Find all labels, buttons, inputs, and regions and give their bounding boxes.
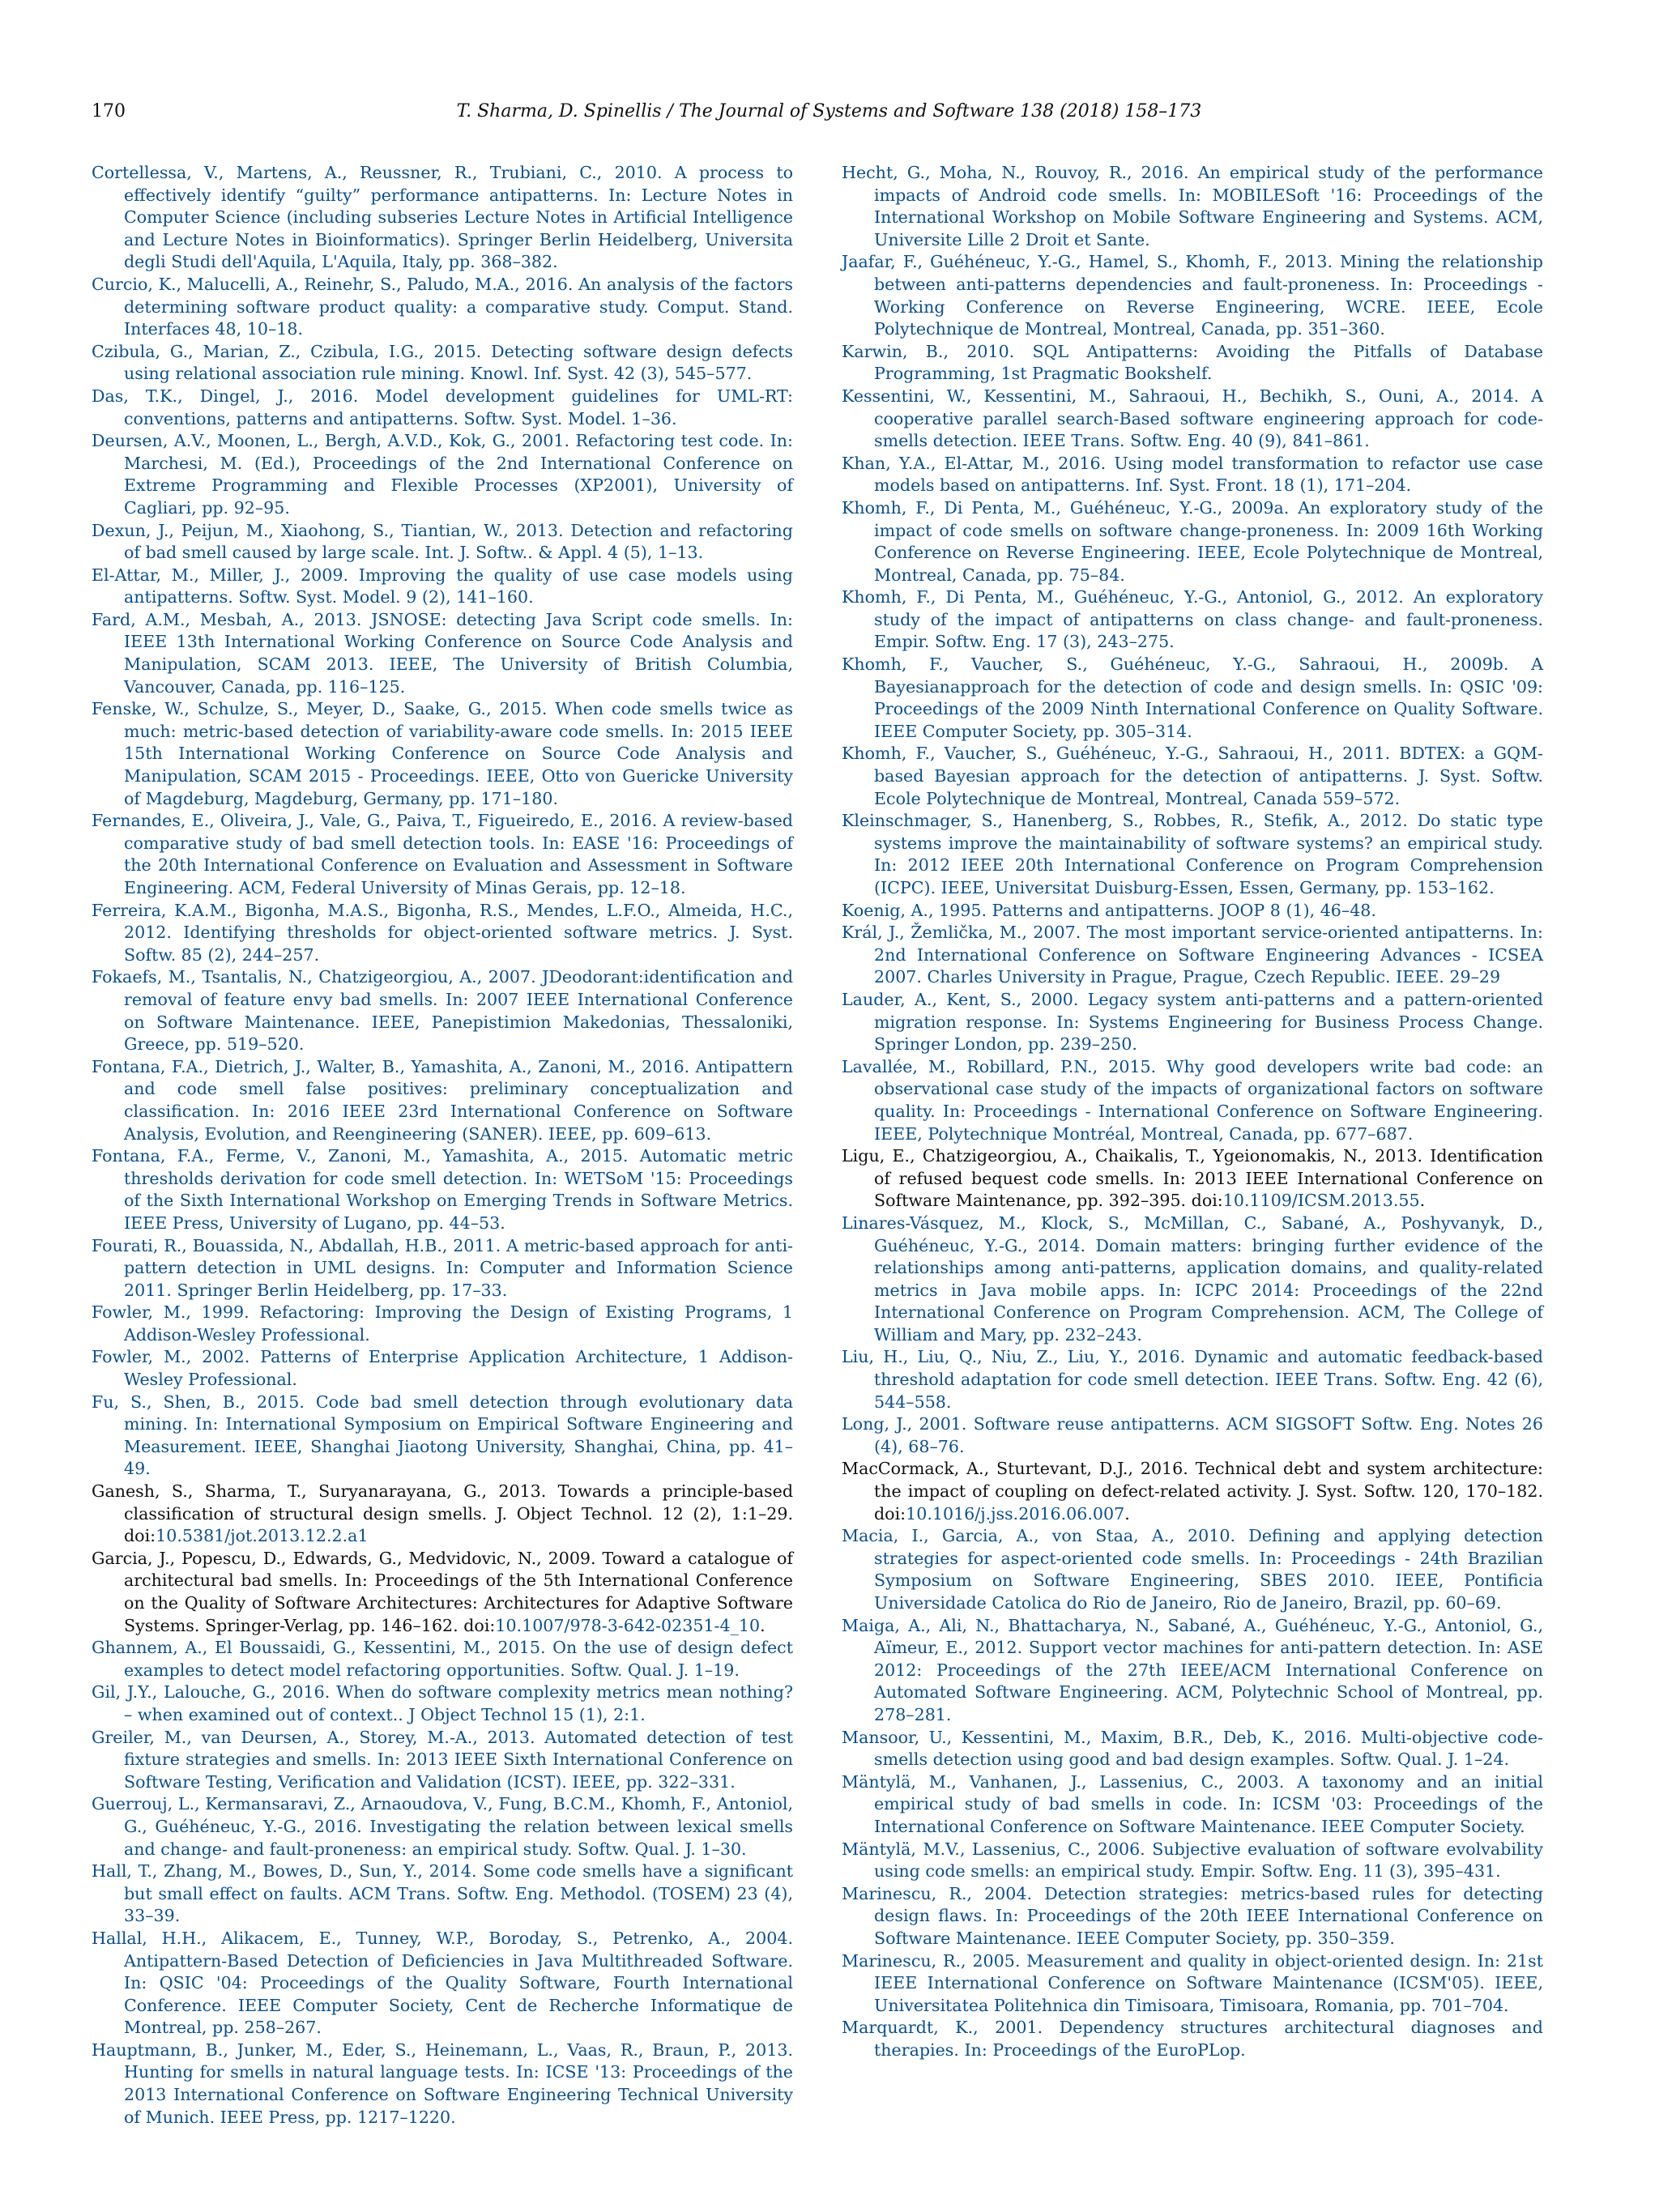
reference-entry[interactable]	[92, 1681, 793, 1726]
reference-text: Mäntylä, M.V., Lassenius, C., 2006. Subjective evaluation of software evolvability using code smells: an empirical study. Empir. Softw. Eng. 11 (3), 395–431.	[842, 1839, 1543, 1882]
reference-entry[interactable]	[842, 341, 1543, 386]
reference-entry[interactable]	[92, 565, 793, 609]
reference-text: Fowler, M., 2002. Patterns of Enterprise Application Architecture, 1 Addison-Wesley Professional.	[92, 1347, 793, 1390]
reference-text: Král, J., Žemlička, M., 2007. The most important service-oriented antipatterns. In: 2nd International Conference on Software Engineering Advances - ICSEA 2007. Charles University in Prague, Prague, Czech Republic. IEEE. 29–29	[842, 923, 1543, 987]
reference-text: Marinescu, R., 2004. Detection strategies: metrics-based rules for detecting design flaws. In: Proceedings of the 20th IEEE International Conference on Software Maintenance. IEEE Computer Society, pp. 350–359.	[842, 1883, 1543, 1948]
reference-text: Greiler, M., van Deursen, A., Storey, M.-A., 2013. Automated detection of test fixture strategies and smells. In: 2013 IEEE Sixth International Conference on Software Testing, Verification and Validation (ICST). IEEE, pp. 322–331.	[92, 1727, 793, 1792]
reference-tail: .	[760, 1615, 766, 1635]
reference-text: Fu, S., Shen, B., 2015. Code bad smell detection through evolutionary data mining. In: International Symposium on Empirical Software Engineering and Measurement. IEEE, Shanghai Jiaotong University, Shanghai, China, pp. 41–49.	[92, 1392, 793, 1479]
reference-text: Hall, T., Zhang, M., Bowes, D., Sun, Y., 2014. Some code smells have a significant but small effect on faults. ACM Trans. Softw. Eng. Methodol. (TOSEM) 23 (4), 33–39.	[92, 1861, 793, 1926]
reference-entry[interactable]	[92, 1637, 793, 1681]
reference-text: Kleinschmager, S., Hanenberg, S., Robbes, R., Stefik, A., 2012. Do static type systems improve the maintainability of software systems? an empirical study. In: 2012 IEEE 20th International Conference on Program Comprehension (ICPC). IEEE, Universitat Duisburg-Essen, Essen, Germany, pp. 153–162.	[842, 811, 1543, 897]
reference-entry[interactable]	[92, 2039, 793, 2129]
reference-entry[interactable]	[92, 341, 793, 386]
reference-text: Hallal, H.H., Alikacem, E., Tunney, W.P., Boroday, S., Petrenko, A., 2004. Antipattern-Based Detection of Deficiencies in Java Multithreaded Software. In: QSIC '04: Proceedings of the Quality Software, Fourth International Conference. IEEE Computer Society, Cent de Recherche Informatique de Montreal, pp. 258–267.	[92, 1928, 793, 2038]
reference-text: Das, T.K., Dingel, J., 2016. Model development guidelines for UML-RT: conventions, patterns and antipatterns. Softw. Syst. Model. 1–36.	[92, 386, 793, 428]
reference-text: Khan, Y.A., El-Attar, M., 2016. Using model transformation to refactor use case models based on antipatterns. Inf. Syst. Front. 18 (1), 171–204.	[842, 453, 1543, 496]
reference-entry[interactable]	[842, 2017, 1543, 2061]
reference-entry[interactable]	[92, 1793, 793, 1860]
reference-entry	[92, 1548, 793, 1637]
reference-text: Fontana, F.A., Dietrich, J., Walter, B., Yamashita, A., Zanoni, M., 2016. Antipattern and code smell false positives: preliminary conceptualization and classification. In: 2016 IEEE 23rd International Conference on Software Analysis, Evolution, and Reengineering (SANER). IEEE, pp. 609–613.	[92, 1056, 793, 1144]
reference-entry[interactable]	[842, 251, 1543, 340]
reference-entry[interactable]	[842, 1839, 1543, 1883]
reference-tail: .	[1124, 1503, 1130, 1524]
reference-entry[interactable]	[842, 1525, 1543, 1614]
reference-text: Gil, J.Y., Lalouche, G., 2016. When do software complexity metrics mean nothing? – when examined out of context.. J Object Technol 15 (1), 2:1.	[92, 1682, 793, 1724]
reference-text: Curcio, K., Malucelli, A., Reinehr, S., Paludo, M.A., 2016. An analysis of the factors determining software product quality: a comparative study. Comput. Stand. Interfaces 48, 10–18.	[92, 274, 793, 339]
reference-text: Kessentini, W., Kessentini, M., Sahraoui, H., Bechikh, S., Ouni, A., 2014. A cooperative parallel search-Based software engineering approach for code-smells detection. IEEE Trans. Softw. Eng. 40 (9), 841–861.	[842, 386, 1543, 451]
reference-entry[interactable]	[92, 1860, 793, 1928]
reference-entry[interactable]	[842, 1413, 1543, 1458]
reference-entry[interactable]	[92, 1346, 793, 1391]
reference-text: Dexun, J., Peijun, M., Xiaohong, S., Tiantian, W., 2013. Detection and refactoring of bad smell caused by large scale. Int. J. Softw.. & Appl. 4 (5), 1–13.	[92, 520, 793, 563]
reference-entry[interactable]	[92, 1235, 793, 1302]
reference-text: Lauder, A., Kent, S., 2000. Legacy system anti-patterns and a pattern-oriented migration response. In: Systems Engineering for Business Process Change. Springer London, pp. 239–250.	[842, 989, 1543, 1055]
reference-entry[interactable]	[842, 1771, 1543, 1839]
reference-entry	[842, 1145, 1543, 1213]
reference-entry	[842, 1458, 1543, 1525]
reference-text: Macia, I., Garcia, A., von Staa, A., 2010. Defining and applying detection strategies for aspect-oriented code smells. In: Proceedings - 24th Brazilian Symposium on Software Engineering, SBES 2010. IEEE, Pontificia Universidade Catolica do Rio de Janeiro, Rio de Janeiro, Brazil, pp. 60–69.	[842, 1526, 1543, 1613]
reference-entry[interactable]	[92, 162, 793, 274]
doi-link[interactable]: 10.1007/978-3-642-02351-4_10	[495, 1615, 761, 1635]
doi-link[interactable]: 10.1016/j.jss.2016.06.007	[906, 1503, 1125, 1524]
reference-entry	[92, 1481, 793, 1548]
reference-entry[interactable]	[842, 743, 1543, 810]
reference-entry[interactable]	[92, 609, 793, 698]
reference-entry[interactable]	[92, 810, 793, 899]
references-right-column	[842, 162, 1543, 2061]
reference-entry[interactable]	[842, 922, 1543, 989]
page-number: 170	[92, 101, 126, 121]
reference-entry[interactable]	[842, 1346, 1543, 1413]
reference-text: Long, J., 2001. Software reuse antipatterns. ACM SIGSOFT Softw. Eng. Notes 26 (4), 68–76.	[842, 1414, 1543, 1456]
reference-entry[interactable]	[92, 386, 793, 430]
reference-text: Garcia, J., Popescu, D., Edwards, G., Medvidovic, N., 2009. Toward a catalogue of architectural bad smells. In: Proceedings of the 5th International Conference on the Quality of Software Architectures: Architectures for Adaptive Software Systems. Springer-Verlag, pp. 146–162. doi:	[92, 1548, 793, 1635]
reference-text: Deursen, A.V., Moonen, L., Bergh, A.V.D., Kok, G., 2001. Refactoring test code. In: Marchesi, M. (Ed.), Proceedings of the 2nd International Conference on Extreme Programming and Flexible Processes (XP2001), University of Cagliari, pp. 92–95.	[92, 431, 793, 518]
reference-entry[interactable]	[92, 430, 793, 519]
reference-text: Fowler, M., 1999. Refactoring: Improving the Design of Existing Programs, 1 Addison-Wesley Professional.	[92, 1302, 793, 1345]
reference-entry[interactable]	[842, 1213, 1543, 1347]
reference-text: Fenske, W., Schulze, S., Meyer, D., Saake, G., 2015. When code smells twice as much: metric-based detection of variability-aware code smells. In: 2015 IEEE 15th International Working Conference on Source Code Analysis and Manipulation, SCAM 2015 - Proceedings. IEEE, Otto von Guericke University of Magdeburg, Magdeburg, Germany, pp. 171–180.	[92, 699, 793, 808]
reference-text: Hecht, G., Moha, N., Rouvoy, R., 2016. An empirical study of the performance impacts of Android code smells. In: MOBILESoft '16: Proceedings of the International Workshop on Mobile Software Engineering and Systems. ACM, Universite Lille 2 Droit et Sante.	[842, 163, 1543, 249]
reference-text: Fard, A.M., Mesbah, A., 2013. JSNOSE: detecting Java Script code smells. In: IEEE 13th International Working Conference on Source Code Analysis and Manipulation, SCAM 2013. IEEE, The University of British Columbia, Vancouver, Canada, pp. 116–125.	[92, 609, 793, 697]
reference-text: Koenig, A., 1995. Patterns and antipatterns. JOOP 8 (1), 46–48.	[842, 900, 1376, 920]
reference-text: Jaafar, F., Guéhéneuc, Y.-G., Hamel, S., Khomh, F., 2013. Mining the relationship between anti-patterns dependencies and fault-proneness. In: Proceedings - Working Conference on Reverse Engineering, WCRE. IEEE, Ecole Polytechnique de Montreal, Montreal, Canada, pp. 351–360.	[842, 252, 1543, 339]
reference-text: Cortellessa, V., Martens, A., Reussner, R., Trubiani, C., 2010. A process to effectively identify “guilty” performance antipatterns. In: Lecture Notes in Computer Science (including subseries Lecture Notes in Artificial Intelligence and Lecture Notes in Bioinformatics). Springer Berlin Heidelberg, Universita degli Studi dell'Aquila, L'Aquila, Italy, pp. 368–382.	[92, 163, 793, 272]
reference-entry[interactable]	[842, 989, 1543, 1056]
reference-text: Marquardt, K., 2001. Dependency structures architectural diagnoses and therapies. In: Proceedings of the EuroPLop.	[842, 2018, 1543, 2060]
reference-text: Fontana, F.A., Ferme, V., Zanoni, M., Yamashita, A., 2015. Automatic metric thresholds derivation for code smell detection. In: WETSoM '15: Proceedings of the Sixth International Workshop on Emerging Trends in Software Metrics. IEEE Press, University of Lugano, pp. 44–53.	[92, 1146, 793, 1233]
reference-entry[interactable]	[92, 1302, 793, 1346]
reference-text: Khomh, F., Vaucher, S., Guéhéneuc, Y.-G., Sahraoui, H., 2011. BDTEX: a GQM-based Bayesian approach for the detection of antipatterns. J. Syst. Softw. Ecole Polytechnique de Montreal, Montreal, Canada 559–572.	[842, 744, 1543, 808]
reference-text: Hauptmann, B., Junker, M., Eder, S., Heinemann, L., Vaas, R., Braun, P., 2013. Hunting for smells in natural language tests. In: ICSE '13: Proceedings of the 2013 International Conference on Software Engineering Technical University of Munich. IEEE Press, pp. 1217–1220.	[92, 2039, 793, 2127]
reference-entry[interactable]	[92, 1727, 793, 1794]
reference-text: Ligu, E., Chatzigeorgiou, A., Chaikalis, T., Ygeionomakis, N., 2013. Identification of refused bequest code smells. In: 2013 IEEE International Conference on Software Maintenance, pp. 392–395. doi:	[842, 1146, 1543, 1211]
reference-entry[interactable]	[92, 900, 793, 967]
reference-entry[interactable]	[92, 274, 793, 341]
references-left-column	[92, 162, 793, 2129]
reference-text: Khomh, F., Di Penta, M., Guéhéneuc, Y.-G., 2009a. An exploratory study of the impact of code smells on software change-proneness. In: 2009 16th Working Conference on Reverse Engineering. IEEE, Ecole Polytechnique de Montreal, Montreal, Canada, pp. 75–84.	[842, 497, 1543, 585]
reference-entry[interactable]	[842, 386, 1543, 453]
reference-entry[interactable]	[92, 520, 793, 565]
reference-text: Khomh, F., Di Penta, M., Guéhéneuc, Y.-G., Antoniol, G., 2012. An exploratory study of the impact of antipatterns on class change- and fault-proneness. Empir. Softw. Eng. 17 (3), 243–275.	[842, 587, 1543, 652]
page-header	[92, 98, 1567, 126]
reference-text: Ghannem, A., El Boussaidi, G., Kessentini, M., 2015. On the use of design defect examples to detect model refactoring opportunities. Softw. Qual. J. 1–19.	[92, 1638, 793, 1680]
running-title: T. Sharma, D. Spinellis / The Journal of Systems and Software 138 (2018) 158–173	[456, 101, 1202, 121]
reference-text: Czibula, G., Marian, Z., Czibula, I.G., 2015. Detecting software design defects using relational association rule mining. Knowl. Inf. Syst. 42 (3), 545–577.	[92, 341, 793, 384]
doi-link[interactable]: 10.5381/jot.2013.12.2.a1	[156, 1526, 369, 1546]
reference-text: Fernandes, E., Oliveira, J., Vale, G., Paiva, T., Figueiredo, E., 2016. A review-based comparative study of bad smell detection tools. In: EASE '16: Proceedings of the 20th International Conference on Evaluation and Assessment in Software Engineering. ACM, Federal University of Minas Gerais, pp. 12–18.	[92, 811, 793, 897]
reference-entry[interactable]	[842, 497, 1543, 586]
reference-text: Guerrouj, L., Kermansaravi, Z., Arnaoudova, V., Fung, B.C.M., Khomh, F., Antoniol, G., Guéhéneuc, Y.-G., 2016. Investigating the relation between lexical smells and change- and fault-proneness: an empirical study. Softw. Qual. J. 1–30.	[92, 1794, 793, 1859]
reference-entry[interactable]	[92, 1056, 793, 1145]
reference-text: Mansoor, U., Kessentini, M., Maxim, B.R., Deb, K., 2016. Multi-objective code-smells detection using good and bad design examples. Softw. Qual. J. 1–24.	[842, 1727, 1543, 1770]
reference-entry[interactable]	[842, 1615, 1543, 1727]
doi-link[interactable]: 10.1109/ICSM.2013.55	[1222, 1191, 1420, 1211]
reference-text: Linares-Vásquez, M., Klock, S., McMillan, C., Sabané, A., Poshyvanyk, D., Guéhéneuc, Y.-G., 2014. Domain matters: bringing further evidence of the relationships among anti-patterns, application domains, and quality-related metrics in Java mobile apps. In: ICPC 2014: Proceedings of the 22nd International Conference on Program Comprehension. ACM, The College of William and Mary, pp. 232–243.	[842, 1213, 1543, 1345]
reference-entry[interactable]	[842, 586, 1543, 654]
reference-text: MacCormack, A., Sturtevant, D.J., 2016. Technical debt and system architecture: the impact of coupling on defect-related activity. J. Syst. Softw. 120, 170–182. doi:	[842, 1459, 1543, 1524]
reference-entry[interactable]	[92, 698, 793, 810]
reference-text: Karwin, B., 2010. SQL Antipatterns: Avoiding the Pitfalls of Database Programming, 1st Pragmatic Bookshelf.	[842, 341, 1543, 384]
reference-text: Khomh, F., Vaucher, S., Guéhéneuc, Y.-G., Sahraoui, H., 2009b. A Bayesianapproach for the detection of code and design smells. In: QSIC '09: Proceedings of the 2009 Ninth International Conference on Quality Software. IEEE Computer Society, pp. 305–314.	[842, 654, 1543, 741]
reference-entry[interactable]	[842, 900, 1543, 923]
reference-entry[interactable]	[842, 810, 1543, 899]
reference-text: Liu, H., Liu, Q., Niu, Z., Liu, Y., 2016. Dynamic and automatic feedback-based threshold adaptation for code smell detection. IEEE Trans. Softw. Eng. 42 (6), 544–558.	[842, 1347, 1543, 1412]
reference-entry[interactable]	[842, 1727, 1543, 1771]
reference-text: Mäntylä, M., Vanhanen, J., Lassenius, C., 2003. A taxonomy and an initial empirical study of bad smells in code. In: ICSM '03: Proceedings of the International Conference on Software Maintenance. IEEE Computer Society.	[842, 1771, 1543, 1836]
reference-entry[interactable]	[842, 453, 1543, 497]
reference-entry[interactable]	[842, 654, 1543, 743]
reference-text: Ganesh, S., Sharma, T., Suryanarayana, G., 2013. Towards a principle-based classification of structural design smells. J. Object Technol. 12 (2), 1:1–29. doi:	[92, 1481, 793, 1546]
reference-entry[interactable]	[92, 966, 793, 1055]
reference-text: Fokaefs, M., Tsantalis, N., Chatzigeorgiou, A., 2007. JDeodorant:identification and removal of feature envy bad smells. In: 2007 IEEE International Conference on Software Maintenance. IEEE, Panepistimion Makedonias, Thessaloniki, Greece, pp. 519–520.	[92, 967, 793, 1055]
reference-tail: .	[1419, 1191, 1426, 1211]
reference-entry[interactable]	[92, 1928, 793, 2039]
reference-text: Fourati, R., Bouassida, N., Abdallah, H.B., 2011. A metric-based approach for anti-pattern detection in UML designs. In: Computer and Information Science 2011. Springer Berlin Heidelberg, pp. 17–33.	[92, 1235, 793, 1300]
reference-entry[interactable]	[842, 1950, 1543, 2018]
reference-text: El-Attar, M., Miller, J., 2009. Improving the quality of use case models using antipatterns. Softw. Syst. Model. 9 (2), 141–160.	[92, 565, 793, 607]
reference-entry[interactable]	[842, 1056, 1543, 1145]
reference-text: Lavallée, M., Robillard, P.N., 2015. Why good developers write bad code: an observational case study of the impacts of organizational factors on software quality. In: Proceedings - International Conference on Software Engineering. IEEE, Polytechnique Montréal, Montreal, Canada, pp. 677–687.	[842, 1056, 1543, 1144]
reference-text: Marinescu, R., 2005. Measurement and quality in object-oriented design. In: 21st IEEE International Conference on Software Maintenance (ICSM'05). IEEE, Universitatea Politehnica din Timisoara, Timisoara, Romania, pp. 701–704.	[842, 1950, 1543, 2015]
reference-entry[interactable]	[842, 162, 1543, 251]
reference-text: Maiga, A., Ali, N., Bhattacharya, N., Sabané, A., Guéhéneuc, Y.-G., Antoniol, G., Aïmeur, E., 2012. Support vector machines for anti-pattern detection. In: ASE 2012: Proceedings of the 27th IEEE/ACM International Conference on Automated Software Engineering. ACM, Polytechnic School of Montreal, pp. 278–281.	[842, 1615, 1543, 1724]
reference-entry[interactable]	[92, 1145, 793, 1234]
reference-entry[interactable]	[92, 1392, 793, 1481]
reference-text: Ferreira, K.A.M., Bigonha, M.A.S., Bigonha, R.S., Mendes, L.F.O., Almeida, H.C., 2012. Identifying thresholds for object-oriented software metrics. J. Syst. Softw. 85 (2), 244–257.	[92, 900, 793, 965]
reference-entry[interactable]	[842, 1883, 1543, 1950]
